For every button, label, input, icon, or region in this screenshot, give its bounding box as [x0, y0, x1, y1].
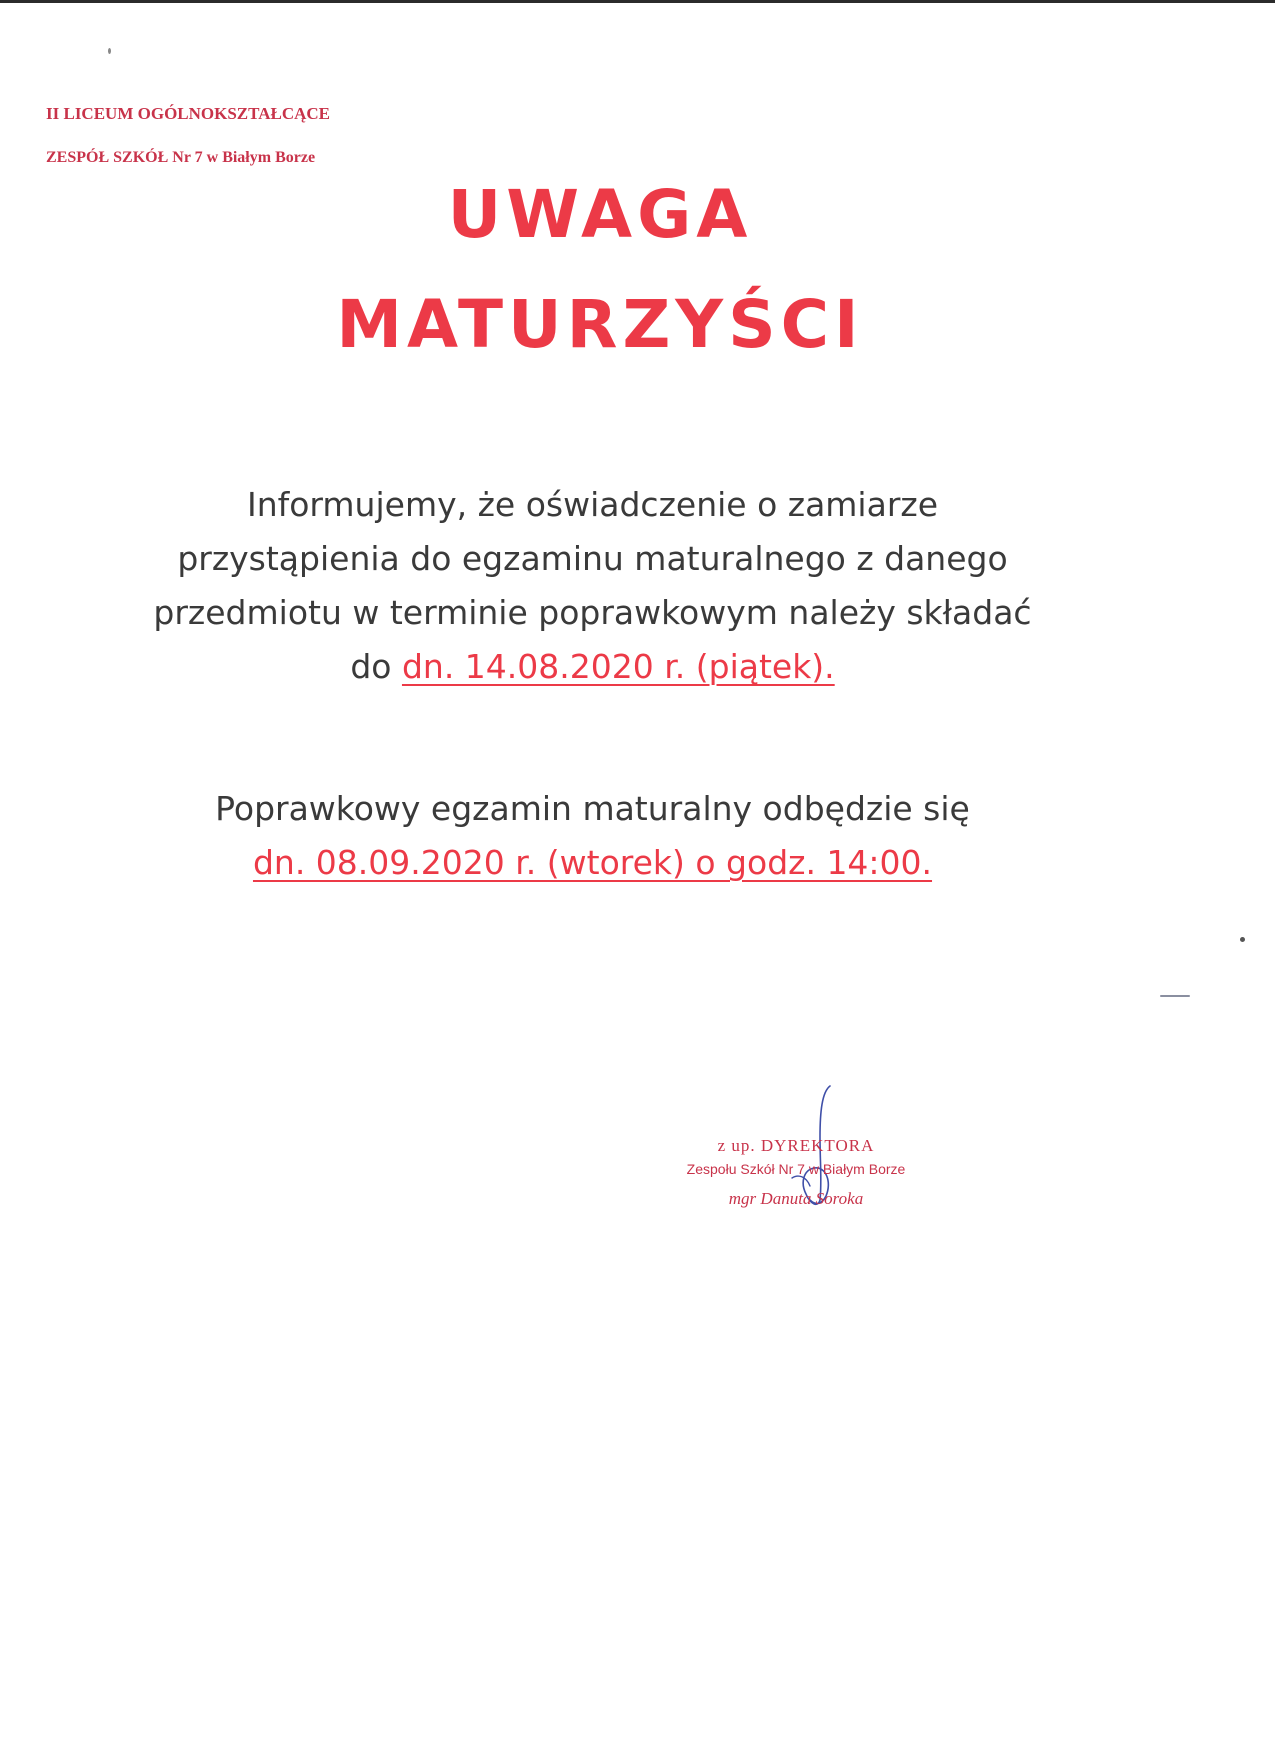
headline-uwaga: UWAGA [447, 176, 753, 253]
paragraph-line: przystąpienia do egzaminu maturalnego z danego [177, 539, 1008, 578]
paragraph-line: Informujemy, że oświadczenie o zamiarze [246, 485, 939, 524]
paragraph-line: Poprawkowy egzamin maturalny odbędzie się [215, 789, 970, 828]
deadline-date: dn. 14.08.2020 r. (piątek). [401, 647, 835, 686]
director-signature-stamp [676, 1134, 916, 1218]
exam-date-line [0, 836, 1185, 890]
scan-speck [1240, 937, 1245, 942]
paragraph-line-deadline [0, 640, 1185, 694]
school-header-stamp [46, 92, 330, 180]
signature-authority: z up. DYREKTORA [717, 1136, 875, 1155]
signature-name: mgr Danuta Soroka [728, 1189, 864, 1208]
headline-maturzysci: MATURZYŚCI [336, 286, 864, 363]
scan-top-edge [0, 0, 1275, 3]
announcement-paragraph-exam [0, 782, 1185, 890]
paragraph-line: przedmiotu w terminie poprawkowym należy składać [153, 593, 1032, 632]
exam-date: dn. 08.09.2020 r. (wtorek) o godz. 14:00. [252, 843, 933, 882]
deadline-prefix: do [350, 647, 392, 686]
announcement-paragraph-deadline [0, 478, 1185, 694]
scan-speck [108, 48, 111, 54]
school-complex-line: ZESPÓŁ SZKÓŁ Nr 7 w Białym Borze [46, 149, 316, 166]
scan-speck [1160, 995, 1190, 997]
signature-institution: Zespołu Szkół Nr 7 w Białym Borze [686, 1161, 906, 1177]
school-name-line: II LICEUM OGÓLNOKSZTAŁCĄCE [46, 104, 331, 123]
